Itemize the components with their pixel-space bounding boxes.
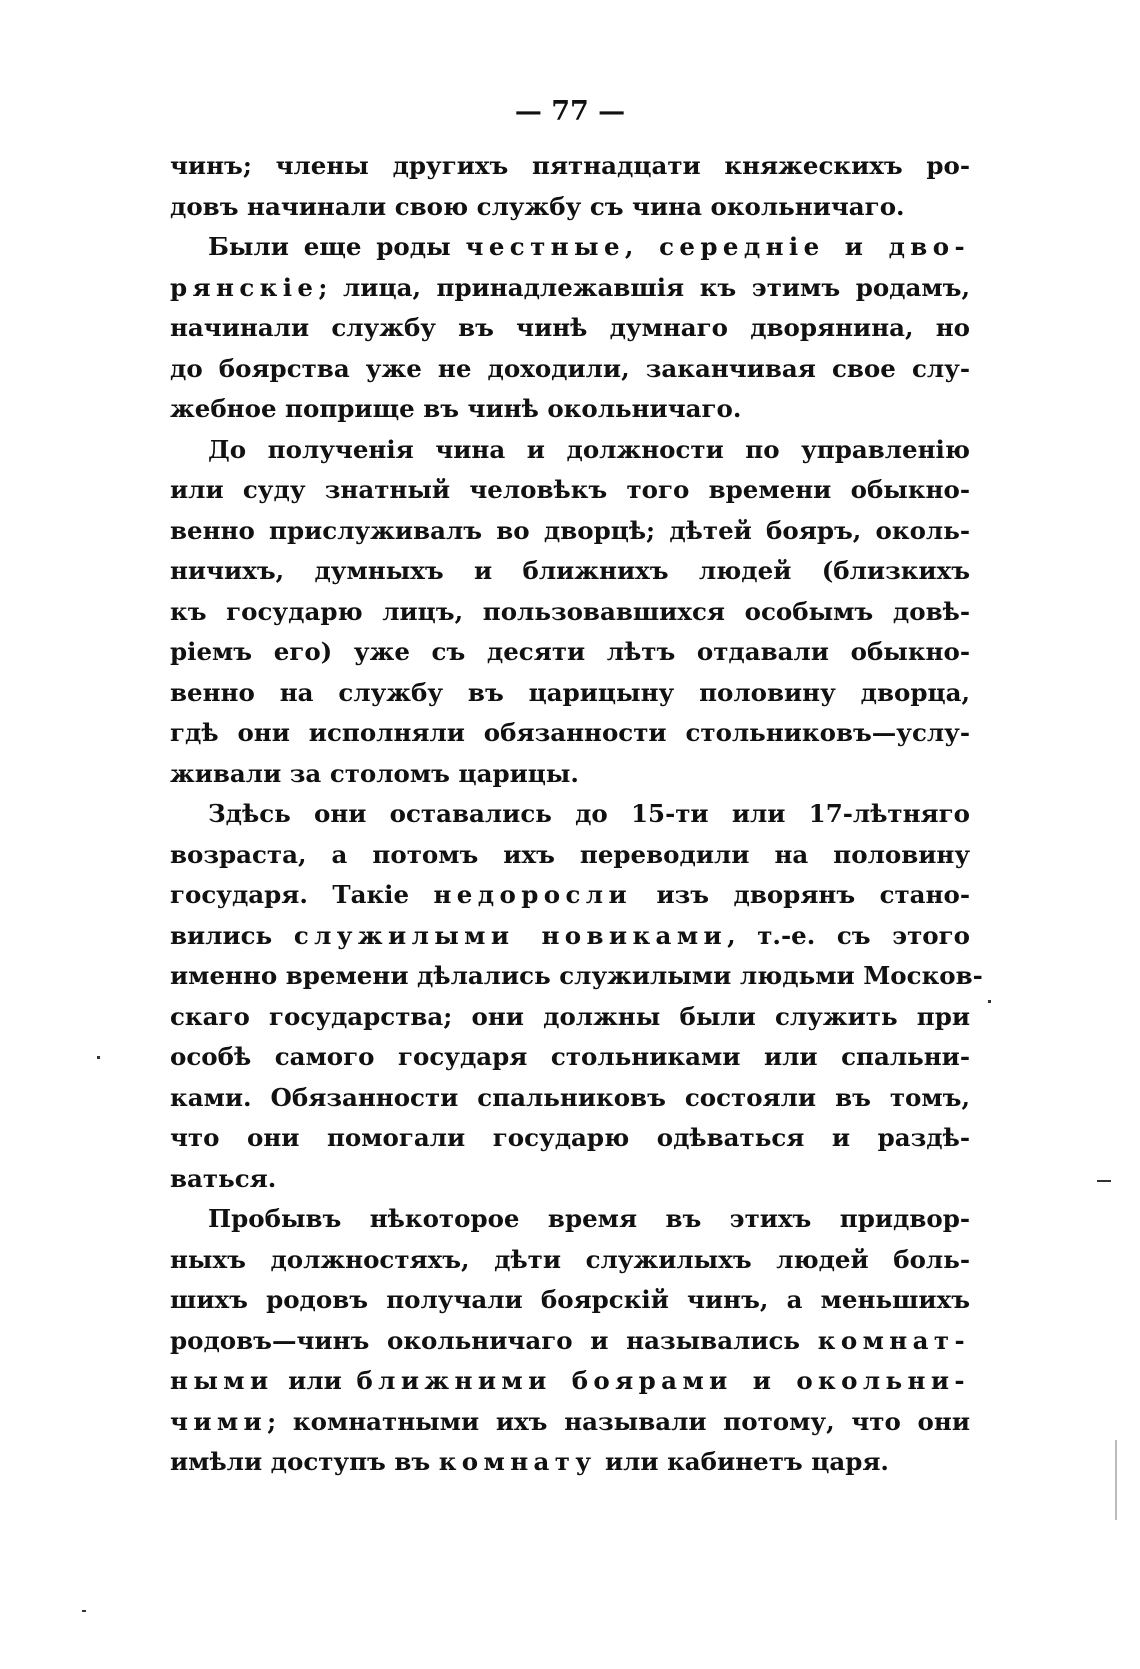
paragraph-3 [170, 430, 970, 795]
spaced-emphasis: честные, середніе и дво- [465, 232, 971, 261]
text-line: До полученія чина и должности по управленію [208, 434, 970, 464]
text-line: чинъ; члены другихъ пятнадцати княжескихъ ро- [170, 151, 970, 180]
paragraph-1 [170, 146, 970, 227]
text-line: возраста, а потомъ ихъ переводили на половину [170, 839, 970, 869]
text-line: государя. Такіе недоросли изъ дворянъ стано- [170, 880, 970, 909]
spaced-emphasis: ближними боярами и окольни- [356, 1366, 970, 1395]
text-line: особѣ самого государя стольниками или спальни- [170, 1042, 970, 1071]
spaced-emphasis: ными [170, 1366, 274, 1395]
text-line: ничихъ, думныхъ и ближнихъ людей (близкихъ [170, 556, 970, 585]
text-line: гдѣ они исполняли обязанности стольниковъ—услу- [170, 718, 970, 747]
text-line: вились служилыми новиками, т.-е. съ этого [170, 920, 971, 950]
spaced-emphasis: комнат- [817, 1325, 970, 1355]
scan-speck [1115, 1440, 1117, 1520]
text-line: довъ начинали свою службу съ чина окольничаго. [170, 191, 905, 221]
text-line: скаго государства; они должны были служить при [170, 1001, 970, 1031]
scan-speck [82, 1610, 86, 1612]
text-line: венно прислуживалъ во дворцѣ; дѣтей бояръ, околь- [170, 515, 970, 545]
text-line: Здѣсь они оставались до 15-ти или 17-лѣтняго [208, 799, 970, 828]
text-line: чими; комнатными ихъ называли потому, что они [170, 1406, 970, 1436]
text-line: шихъ родовъ получали боярскій чинъ, а меньшихъ [170, 1285, 970, 1314]
scan-speck [97, 1056, 100, 1059]
paragraph-2 [170, 227, 970, 430]
page-number: — 77 — [514, 96, 626, 127]
text-line: что они помогали государю одѣваться и раздѣ- [170, 1123, 970, 1152]
text-line: именно времени дѣлались служилыми людьми Москов- [170, 961, 983, 990]
text-line: ками. Обязанности спальниковъ состояли въ томъ, [170, 1082, 970, 1112]
text-line: имѣли доступъ въ комнату или кабинетъ царя. [170, 1447, 889, 1476]
text-line: ваться. [170, 1163, 277, 1193]
scan-speck [988, 1000, 991, 1003]
spaced-emphasis: комнату [438, 1447, 597, 1476]
text-line: или суду знатный человѣкъ того времени обыкно- [170, 475, 970, 504]
spaced-emphasis: рянскіе [170, 272, 319, 302]
paragraph-5 [170, 1199, 970, 1483]
spaced-emphasis: чими [170, 1406, 268, 1436]
text-line: Пробывъ нѣкоторое время въ этихъ придвор- [208, 1204, 970, 1233]
scan-speck [1097, 1180, 1111, 1182]
text-line: къ государю лицъ, пользовавшихся особымъ довѣ- [170, 596, 970, 626]
text-line: венно на службу въ царицыну половину дворца, [170, 677, 970, 707]
text-line: начинали службу въ чинѣ думнаго дворянина, но [170, 313, 970, 342]
spaced-emphasis: недоросли [433, 880, 633, 909]
text-line: ріемъ его) уже съ десяти лѣтъ отдавали обыкно- [170, 637, 970, 666]
text-line: Были еще роды честные, середніе и дво- [208, 232, 971, 261]
text-line: жебное поприще въ чинѣ окольничаго. [170, 394, 742, 423]
text-line: рянскіе; лица, принадлежавшія къ этимъ родамъ, [170, 272, 970, 302]
paragraph-4 [170, 794, 983, 1199]
text-line: ныхъ должностяхъ, дѣти служилыхъ людей боль- [170, 1244, 970, 1274]
text-line: родовъ—чинъ окольничаго и назывались комнат- [170, 1325, 970, 1355]
spaced-emphasis: служилыми новиками [293, 920, 728, 950]
text-line: до боярства уже не доходили, заканчивая свое слу- [170, 353, 970, 383]
text-line: живали за столомъ царицы. [170, 758, 579, 788]
book-page [170, 92, 983, 1483]
text-line: ными или ближними боярами и окольни- [170, 1366, 970, 1395]
